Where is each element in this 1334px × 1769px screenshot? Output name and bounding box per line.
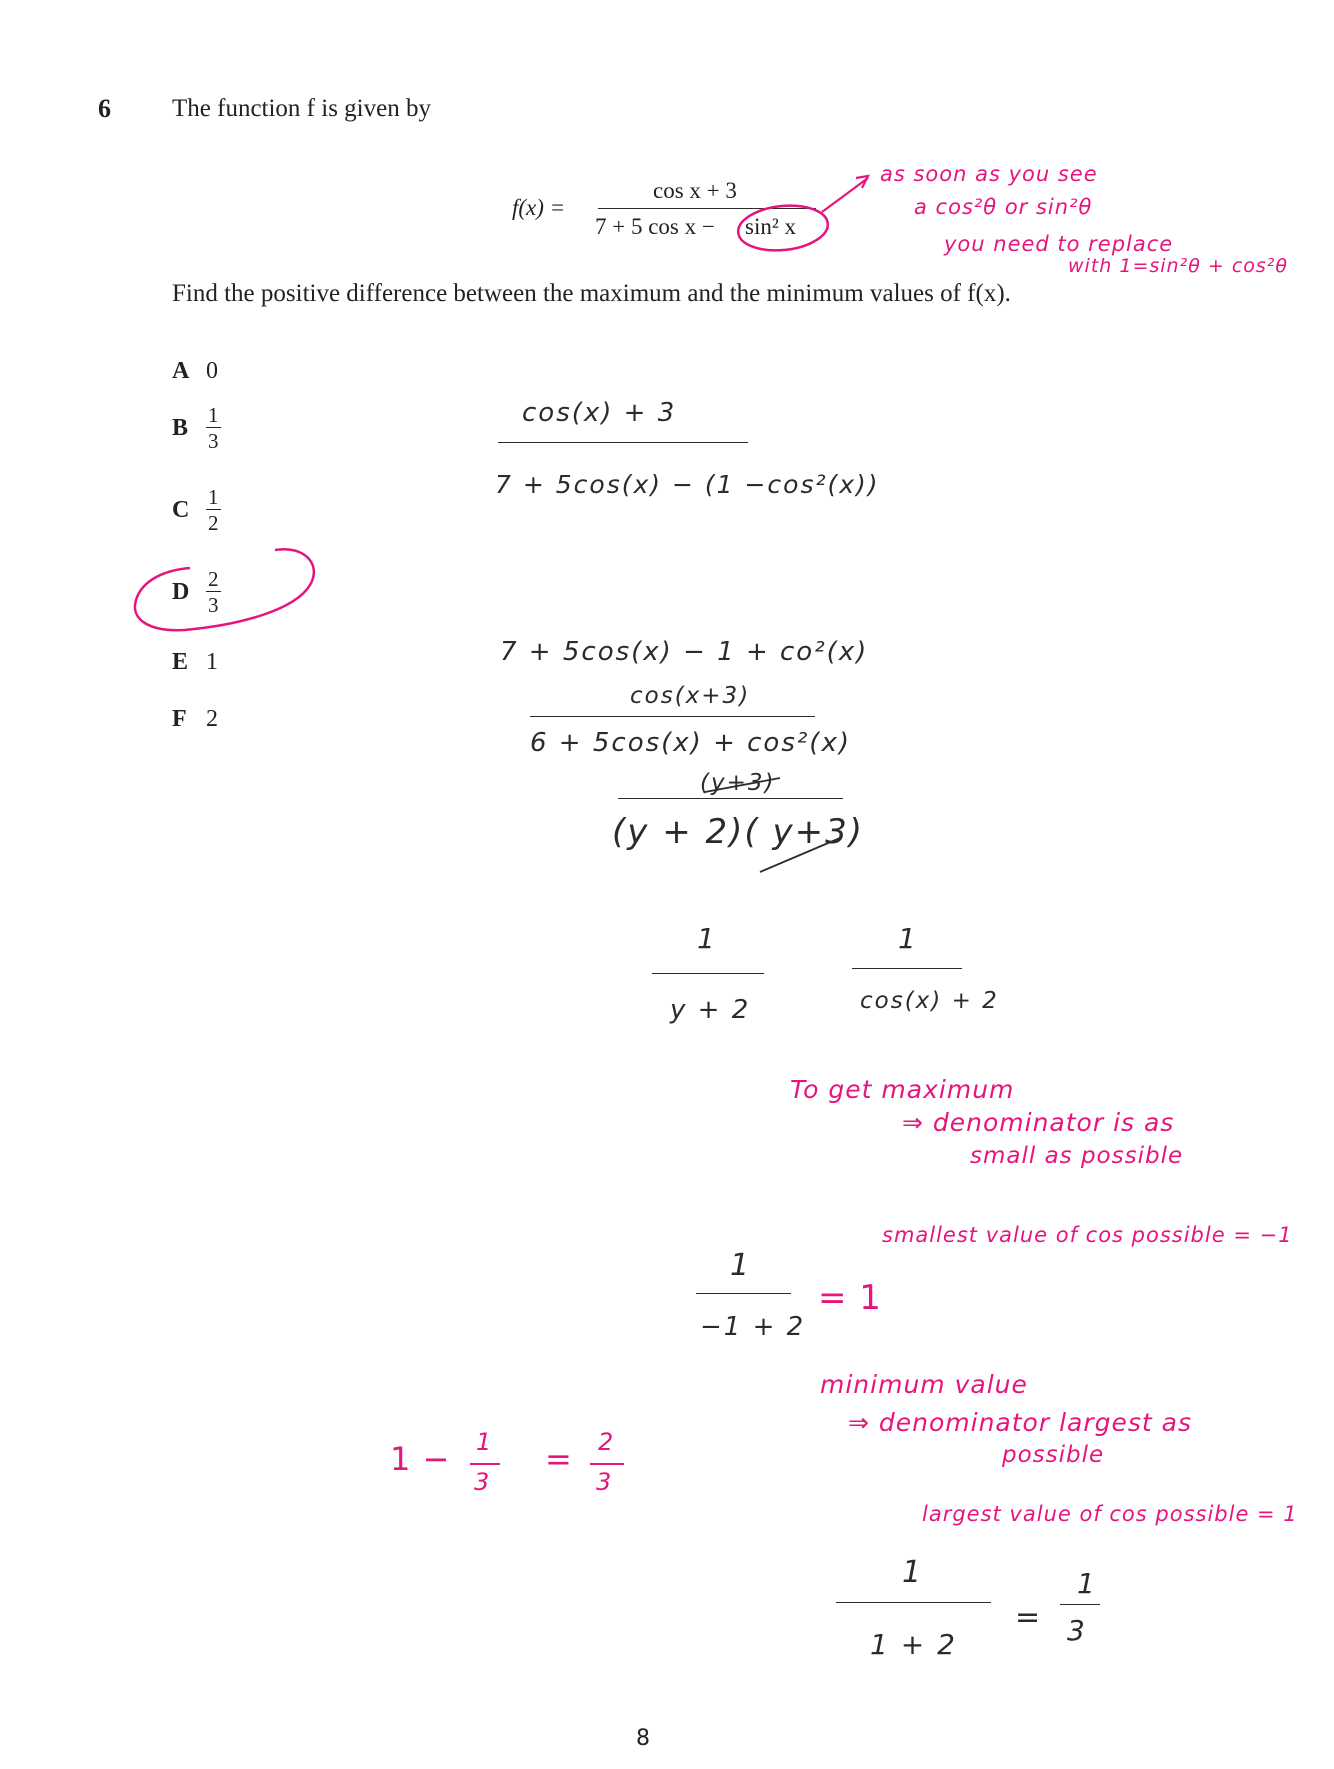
work-step1-denominator: 7 + 5cos(x) − (1 −cos²(x)) <box>495 470 880 499</box>
work-min-result-denominator: 3 <box>1067 1614 1087 1647</box>
work-max-numerator: 1 <box>730 1248 752 1283</box>
option-letter: A <box>172 358 190 384</box>
work-max-bar <box>696 1293 791 1294</box>
annotation-max-line2: ⇒ denominator is as <box>902 1108 1175 1137</box>
work-min-numerator: 1 <box>902 1555 924 1590</box>
annotation-note-3: you need to replace <box>944 232 1174 256</box>
work-final-result-den: 3 <box>596 1468 613 1496</box>
option-numerator: 1 <box>208 403 219 427</box>
option-value: 2 <box>206 706 218 732</box>
annotation-max-line3: small as possible <box>970 1143 1184 1169</box>
work-step3-denominator: 6 + 5cos(x) + cos²(x) <box>530 728 851 758</box>
work-step2-expression: 7 + 5cos(x) − 1 + co²(x) <box>500 637 869 667</box>
circle-option-d <box>135 549 314 630</box>
question-stem: The function f is given by <box>172 95 431 122</box>
work-step3-bar <box>530 716 815 717</box>
question-prompt: Find the positive difference between the maximum and the minimum values of f(x). <box>172 280 1011 307</box>
arrow-line <box>822 178 868 212</box>
annotation-min-head: minimum value <box>820 1370 1028 1399</box>
option-denominator: 3 <box>208 429 219 454</box>
annotation-note-2: a cos²θ or sin²θ <box>914 195 1093 219</box>
work-min-result-bar <box>1060 1604 1100 1605</box>
annotation-min-line2: ⇒ denominator largest as <box>848 1408 1192 1437</box>
option-value: 0 <box>206 358 218 384</box>
work-final-term: 1 − <box>390 1440 451 1478</box>
work-step4-bar <box>618 798 843 799</box>
annotation-note-4: with 1=sin²θ + cos²θ <box>1068 255 1289 277</box>
annotation-min-line3: possible <box>1002 1442 1105 1468</box>
formula-denominator-circled: sin² x <box>745 214 796 239</box>
work-final-fraction-den: 3 <box>474 1468 491 1496</box>
work-step1-numerator: cos(x) + 3 <box>522 398 677 428</box>
work-min-result-numerator: 1 <box>1077 1567 1097 1600</box>
work-step5b-bar <box>852 968 962 969</box>
work-max-denominator: −1 + 2 <box>700 1312 806 1342</box>
option-numerator: 2 <box>208 567 219 591</box>
work-step5b-denominator: cos(x) + 2 <box>860 988 999 1014</box>
formula-lhs: f(x) = <box>512 195 566 220</box>
work-step4-denominator: (y + 2)( y+3) <box>612 812 864 852</box>
circle-sin-squared <box>736 201 830 254</box>
option-letter: B <box>172 414 189 441</box>
work-step1-bar <box>498 442 748 443</box>
work-final-equals: = <box>545 1440 573 1478</box>
work-step3-numerator: cos(x+3) <box>630 683 751 709</box>
formula-numerator: cos x + 3 <box>653 178 737 203</box>
work-step5b-numerator: 1 <box>898 922 918 955</box>
work-final-result-bar <box>590 1463 624 1465</box>
option-letter: D <box>172 578 190 605</box>
annotation-largest-cos: largest value of cos possible = 1 <box>922 1502 1298 1526</box>
page-number: 8 <box>636 1726 650 1751</box>
option-value: 1 <box>206 649 218 675</box>
annotation-smallest-cos: smallest value of cos possible = −1 <box>882 1223 1293 1247</box>
option-denominator: 3 <box>208 593 219 618</box>
work-final-fraction-num: 1 <box>476 1428 493 1456</box>
annotation-note-1: as soon as you see <box>880 162 1098 186</box>
work-step5a-numerator: 1 <box>697 922 717 955</box>
work-final-fraction-bar <box>470 1463 500 1465</box>
formula-denominator: 7 + 5 cos x − <box>595 214 715 239</box>
question-number: 6 <box>98 94 111 123</box>
work-min-equals: = <box>1015 1600 1043 1635</box>
option-letter: C <box>172 496 190 523</box>
annotation-max-head: To get maximum <box>790 1075 1015 1104</box>
option-denominator: 2 <box>208 511 219 536</box>
option-letter: F <box>172 706 187 732</box>
work-final-result-num: 2 <box>598 1428 615 1456</box>
work-min-bar <box>836 1602 991 1603</box>
work-min-denominator: 1 + 2 <box>870 1628 957 1661</box>
work-step5a-bar <box>652 973 764 974</box>
option-letter: E <box>172 649 189 675</box>
work-step5a-denominator: y + 2 <box>670 995 751 1025</box>
work-step4-numerator: (y+3) <box>700 770 776 796</box>
option-numerator: 1 <box>208 485 219 509</box>
work-max-result: = 1 <box>818 1278 882 1318</box>
